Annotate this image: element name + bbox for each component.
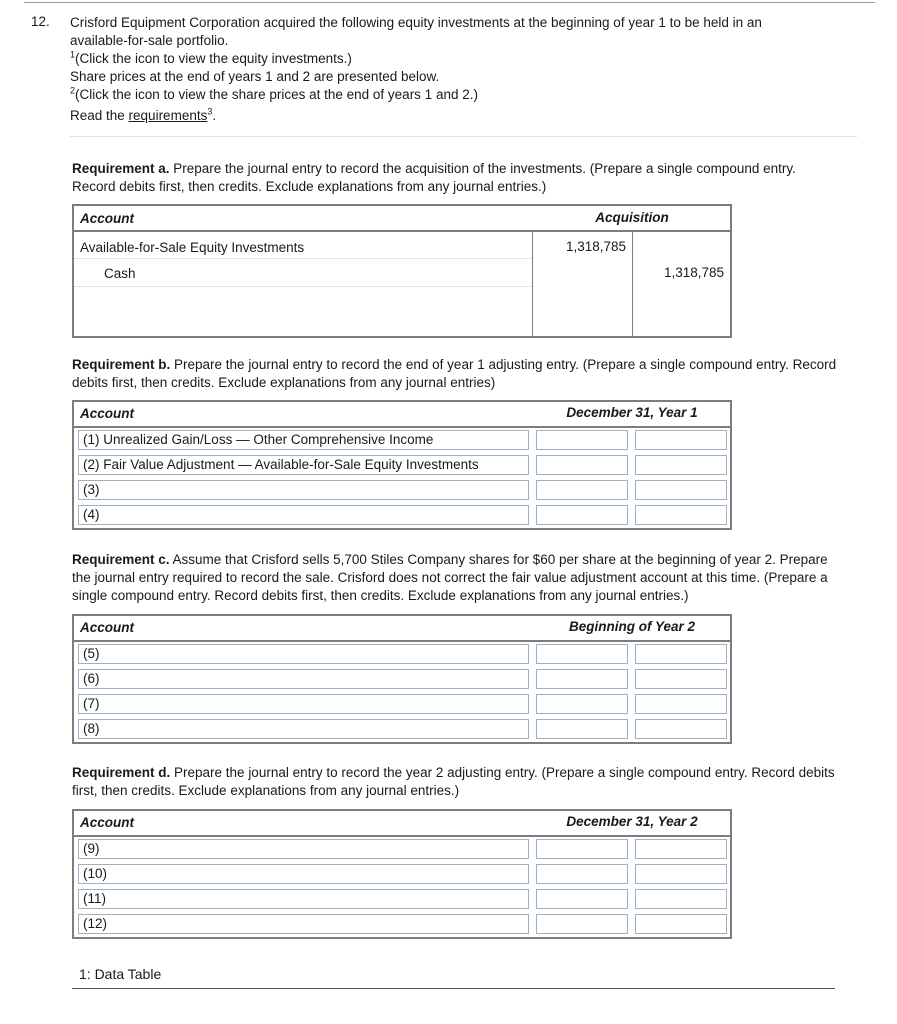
date-column-header: December 31, Year 2 [566, 814, 698, 829]
footnote-2-marker: 2 [70, 85, 76, 96]
question-prompt [70, 14, 830, 125]
row-divider [74, 286, 532, 287]
debit-input[interactable] [536, 669, 628, 689]
journal-row-2 [74, 453, 730, 478]
account-input[interactable]: (3) [78, 480, 529, 500]
account-input[interactable]: (9) [78, 839, 529, 859]
requirement-b-text [72, 356, 842, 392]
requirement-c-journal-table [72, 614, 732, 744]
equity-investments-note-text: (Click the icon to view the equity investments.) [75, 51, 352, 66]
question-line-3: Share prices at the end of years 1 and 2 are presented below. [70, 69, 440, 84]
credit-amount: 1,318,785 [663, 265, 724, 280]
credit-input[interactable] [635, 669, 727, 689]
data-table-label: 1: Data Table [79, 966, 162, 982]
account-input[interactable]: (7) [78, 694, 529, 714]
journal-row-7 [74, 692, 730, 717]
account-input[interactable]: (6) [78, 669, 529, 689]
account-input[interactable]: (11) [78, 889, 529, 909]
account-column-header: Account [80, 406, 134, 421]
table-header [74, 811, 730, 837]
table-header [74, 616, 730, 642]
row-divider [74, 258, 532, 259]
equity-investments-note[interactable] [70, 50, 830, 68]
journal-row-12 [74, 912, 730, 937]
requirement-c-label: Requirement c. [72, 552, 170, 567]
requirement-a-journal-table [72, 204, 732, 338]
footer-divider [72, 988, 835, 989]
account-entry-credit: Cash [104, 266, 136, 281]
requirement-b-instructions: Prepare the journal entry to record the end of year 1 adjusting entry. (Prepare a single compound entry. Record debits first, then credits. Exclude explanations from any journal entries) [72, 357, 837, 390]
requirement-a-label: Requirement a. [72, 161, 170, 176]
debit-amount: 1,318,785 [565, 239, 626, 254]
share-prices-note-text: (Click the icon to view the share prices at the end of years 1 and 2.) [75, 87, 478, 102]
table-header [74, 402, 730, 428]
column-divider [532, 232, 533, 336]
date-column-header: December 31, Year 1 [566, 405, 698, 420]
requirements-link[interactable]: requirements [128, 108, 208, 123]
requirement-b-label: Requirement b. [72, 357, 171, 372]
credit-input[interactable] [635, 889, 727, 909]
account-column-header: Account [80, 620, 134, 635]
account-input[interactable]: (4) [78, 505, 529, 525]
credit-input[interactable] [635, 864, 727, 884]
journal-row-4 [74, 503, 730, 528]
debit-input[interactable] [536, 719, 628, 739]
account-entry-debit: Available-for-Sale Equity Investments [80, 240, 305, 255]
journal-row-10 [74, 862, 730, 887]
date-column-header: Acquisition [595, 210, 669, 225]
column-divider [632, 232, 633, 336]
read-requirements-line [70, 107, 830, 125]
debit-input[interactable] [536, 839, 628, 859]
requirement-a-instructions: Prepare the journal entry to record the acquisition of the investments. (Prepare a single compound entry. Record debits first, then credits. Exclude explanations from any journal entries.) [72, 161, 796, 194]
debit-input[interactable] [536, 455, 628, 475]
debit-input[interactable] [536, 480, 628, 500]
credit-input[interactable] [635, 505, 727, 525]
date-column-header: Beginning of Year 2 [568, 619, 696, 634]
requirement-a-text [72, 160, 842, 196]
section-divider [70, 136, 857, 137]
requirement-d-label: Requirement d. [72, 765, 171, 780]
credit-input[interactable] [635, 914, 727, 934]
debit-input[interactable] [536, 430, 628, 450]
credit-input[interactable] [635, 694, 727, 714]
table-header [74, 206, 730, 232]
journal-row-8 [74, 717, 730, 742]
credit-input[interactable] [635, 455, 727, 475]
share-prices-note[interactable] [70, 86, 830, 104]
account-input[interactable]: (2) Fair Value Adjustment — Available-for-Sale Equity Investments [78, 455, 529, 475]
read-suffix: . [212, 108, 217, 123]
journal-row-3 [74, 478, 730, 503]
question-number: 12. [31, 14, 50, 29]
credit-input[interactable] [635, 839, 727, 859]
debit-input[interactable] [536, 694, 628, 714]
credit-input[interactable] [635, 644, 727, 664]
journal-row-5 [74, 642, 730, 667]
account-input[interactable]: (1) Unrealized Gain/Loss — Other Comprehensive Income [78, 430, 529, 450]
debit-input[interactable] [536, 864, 628, 884]
debit-input[interactable] [536, 644, 628, 664]
debit-input[interactable] [536, 505, 628, 525]
account-input[interactable]: (12) [78, 914, 529, 934]
question-line-1: Crisford Equipment Corporation acquired the following equity investments at the beginning of year 1 to be held in an [70, 15, 762, 30]
debit-input[interactable] [536, 914, 628, 934]
requirement-c-text [72, 551, 842, 605]
requirement-c-instructions: Assume that Crisford sells 5,700 Stiles Company shares for $60 per share at the beginning of year 2. Prepare the journal entry required to record the sale. Crisford does not correct the fair value adjustment account at this time. (Prepare a single compound entry. Record debits first, then credits. Exclude explanations from any journal entries.) [72, 552, 828, 603]
journal-row-11 [74, 887, 730, 912]
credit-input[interactable] [635, 430, 727, 450]
top-divider [24, 2, 875, 3]
account-input[interactable]: (10) [78, 864, 529, 884]
journal-row-1 [74, 428, 730, 453]
journal-row-9 [74, 837, 730, 862]
footnote-3-marker: 3 [207, 106, 213, 117]
requirement-d-instructions: Prepare the journal entry to record the year 2 adjusting entry. (Prepare a single compound entry. Record debits first, then credits. Exclude explanations from any journal entries.) [72, 765, 835, 798]
footnote-1-marker: 1 [70, 49, 76, 60]
credit-input[interactable] [635, 480, 727, 500]
account-column-header: Account [80, 815, 134, 830]
requirement-d-text [72, 764, 842, 800]
account-input[interactable]: (8) [78, 719, 529, 739]
journal-row-6 [74, 667, 730, 692]
requirement-d-journal-table [72, 809, 732, 939]
account-input[interactable]: (5) [78, 644, 529, 664]
account-column-header: Account [80, 211, 134, 226]
credit-input[interactable] [635, 719, 727, 739]
debit-input[interactable] [536, 889, 628, 909]
question-line-2: available-for-sale portfolio. [70, 33, 229, 48]
requirement-b-journal-table [72, 400, 732, 530]
read-prefix: Read the [70, 108, 129, 123]
